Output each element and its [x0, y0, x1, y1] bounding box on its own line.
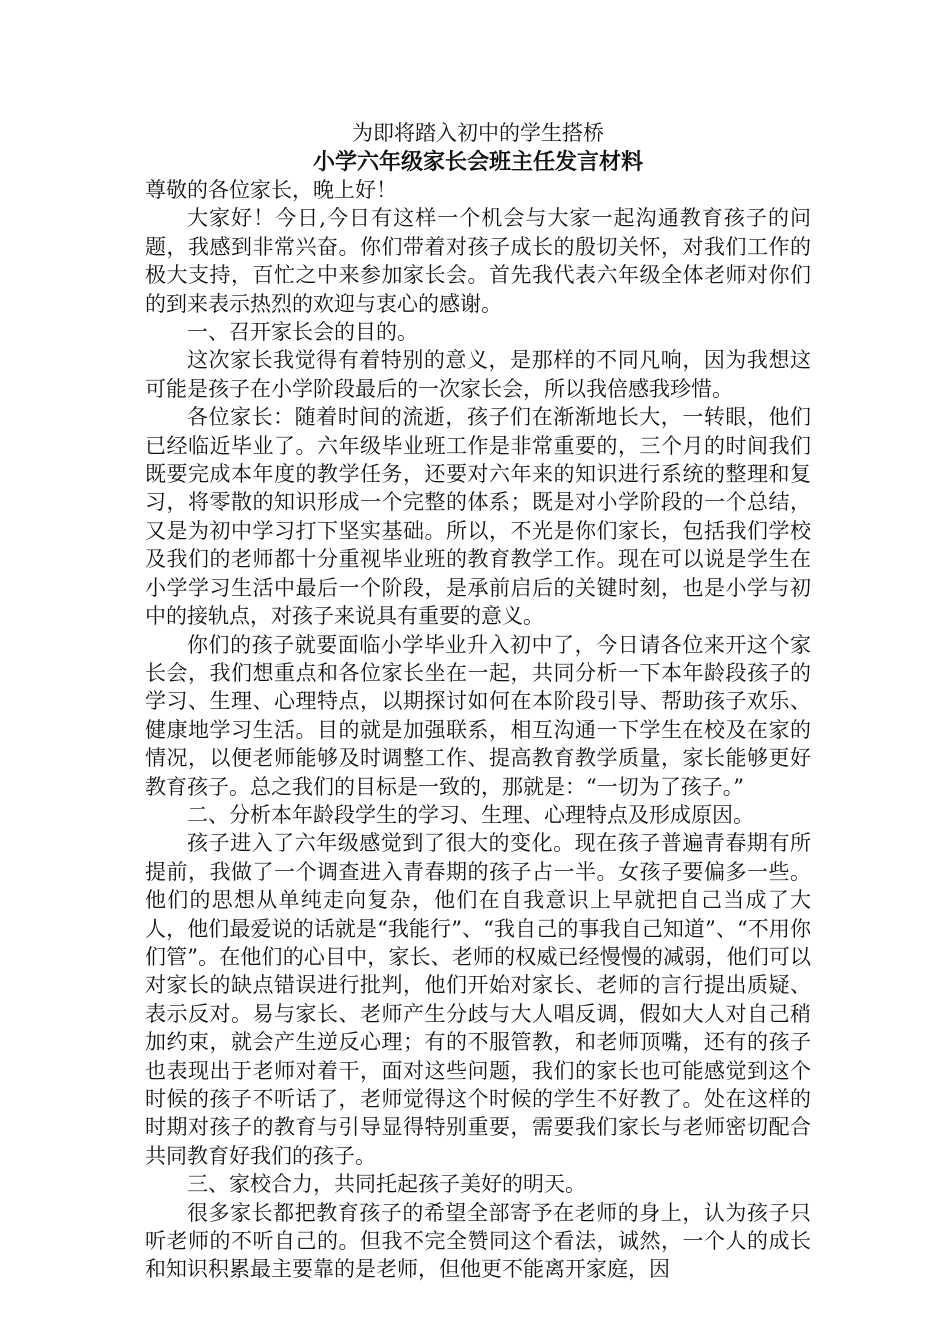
paragraph: 这次家长我觉得有着特别的意义，是那样的不同凡响，因为我想这可能是孩子在小学阶段最后的一次家长会，所以我倍感我珍惜。 — [145, 348, 811, 401]
paragraph: 你们的孩子就要面临小学毕业升入初中了，今日请各位来开这个家长会，我们想重点和各位家长坐在一起，共同分析一下本年龄段孩子的学习、生理、心理特点，以期探讨如何在本阶段引导、帮助孩子欢乐、健康地学习生活。目的就是加强联系，相互沟通一下学生在校及在家的情况，以便老师能够及时调整工作、提高教育教学质量，家长能够更好教育孩子。总之我们的目标是一致的，那就是：“一切为了孩子。” — [145, 632, 811, 799]
paragraph-opening: 大家好！今日,今日有这样一个机会与大家一起沟通教育孩子的问题，我感到非常兴奋。你们带着对孩子成长的殷切关怀，对我们工作的极大支持，百忙之中来参加家长会。首先我代表六年级全体老师对你们的到来表示热烈的欢迎与衷心的感谢。 — [145, 206, 811, 316]
paragraph: 孩子进入了六年级感觉到了很大的变化。现在孩子普遍青春期有所提前，我做了一个调查进入青春期的孩子占一半。女孩子要偏多一些。他们的思想从单纯走向复杂，他们在自我意识上早就把自己当成了大人，他们最爱说的话就是“我能行”、“我自己的事我自己知道”、“不用你们管”。在他们的心目中，家长、老师的权威已经慢慢的减弱，他们可以对家长的缺点错误进行批判，他们开始对家长、老师的言行提出质疑、表示反对。易与家长、老师产生分歧与大人唱反调，假如大人对自己稍加约束，就会产生逆反心理；有的不服管教，和老师顶嘴，还有的孩子也表现出于老师对着干，面对这些问题，我们的家长也可能感觉到这个时候的孩子不听话了，老师觉得这个时候的学生不好教了。处在这样的时期对孩子的教育与引导显得特别重要，需要我们家长与老师密切配合共同教育好我们的孩子。 — [145, 831, 811, 1168]
document-subtitle: 为即将踏入初中的学生搭桥 — [352, 121, 604, 145]
section-heading-1: 一、召开家长会的目的。 — [187, 320, 418, 345]
paragraph: 很多家长都把教育孩子的希望全部寄予在老师的身上，认为孩子只听老师的不听自己的。但我不完全赞同这个看法，诚然，一个人的成长和知识积累最主要靠的是老师，但他更不能离开家庭，因 — [145, 1200, 811, 1282]
salutation: 尊敬的各位家长，晚上好！ — [145, 178, 397, 202]
section-heading-3: 三、家校合力，共同托起孩子美好的明天。 — [187, 1172, 586, 1197]
document-title: 小学六年级家长会班主任发言材料 — [312, 149, 643, 175]
document-page — [145, 118, 811, 1284]
section-heading-2: 二、分析本年龄段学生的学习、生理、心理特点及形成原因。 — [187, 802, 754, 827]
paragraph: 各位家长：随着时间的流逝，孩子们在渐渐地长大，一转眼，他们已经临近毕业了。六年级毕业班工作是非常重要的，三个月的时间我们既要完成本年度的教学任务，还要对六年来的知识进行系统的整理和复习，将零散的知识形成一个完整的体系；既是对小学阶段的一个总结，又是为初中学习打下坚实基础。所以，不光是你们家长，包括我们学校及我们的老师都十分重视毕业班的教育教学工作。现在可以说是学生在小学学习生活中最后一个阶段，是承前启后的关键时刻，也是小学与初中的接轨点，对孩子来说具有重要的意义。 — [145, 405, 811, 629]
